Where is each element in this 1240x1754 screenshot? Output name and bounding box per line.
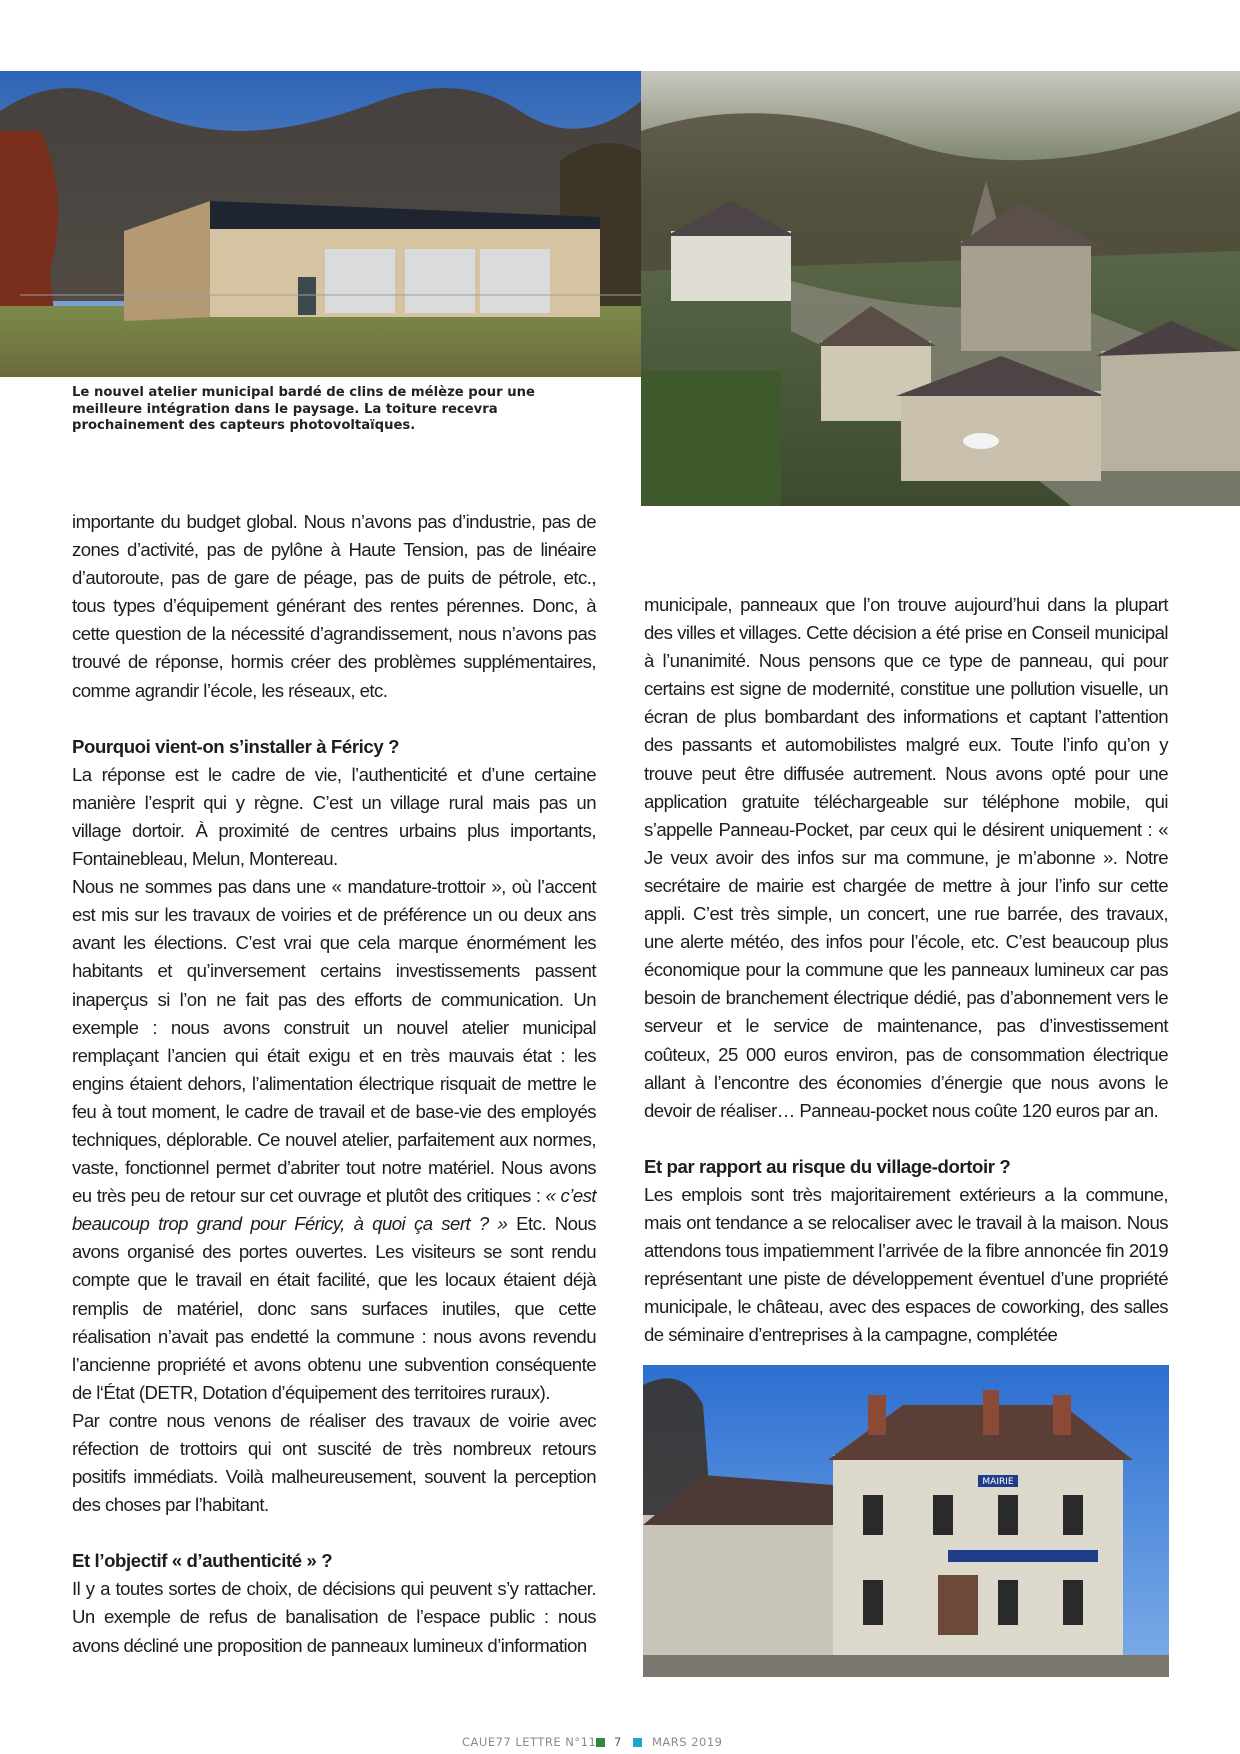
paragraph-text: Nous ne sommes pas dans une « mandature-trottoir », où l’accent est mis sur les travaux de voiries et de préférence un ou deux ans avant les élections. C’est vrai que cela marque énormément les habitants et qu’inversement certains investissements passent inaperçus si l’on ne fait pas des efforts de communication. Un exemple : nous avons construit un nouvel atelier municipal remplaçant l’ancien qui était exigu et en très mauvais état : les engins étaient dehors, l’alimentation électrique risquait de mettre le feu à tout moment, le cadre de travail et de base-vie des employés techniques, déplorable. Ce nouvel atelier, parfaitement aux normes, vaste, fonctionnel permet d’abriter tout notre matériel. Nous avons eu très peu de retour sur cet ouvrage et plutôt des critiques :: [72, 876, 596, 1207]
green-square-icon: [596, 1738, 605, 1747]
aerial-village-photo: [641, 71, 1240, 506]
mairie-sign: MAIRIE: [982, 1477, 1014, 1487]
publication-date: MARS 2019: [652, 1735, 723, 1749]
section-heading: Pourquoi vient-on s’installer à Féricy ?: [72, 735, 400, 757]
workshop-photo: [0, 71, 641, 377]
article-column-right: [644, 591, 1168, 1349]
blue-square-icon: [633, 1738, 642, 1747]
page-number: 7: [614, 1735, 622, 1749]
paragraph: La réponse est le cadre de vie, l’authenticité et d’une certaine manière l’esprit qui y règne. C’est un village rural mais pas un village dortoir. À proximité de centres urbains plus importants, Fontainebleau, Melun, Montereau.: [72, 763, 596, 870]
paragraph: importante du budget global. Nous n’avons pas d’industrie, pas de zones d’activité, pas de pylône à Haute Tension, pas de linéaire d’autoroute, pas de gare de péage, pas de puits de pétrole, etc., tous types d’équipement générant des rentes pérennes. Donc, à cette question de la nécessité d’agrandissement, nous n’avons pas trouvé de réponse, hormis créer des problèmes supplémentaires, comme agrandir l’école, les réseaux, etc.: [72, 511, 596, 701]
paragraph: Par contre nous venons de réaliser des travaux de voirie avec réfection de trottoirs qui ont suscité de très nombreux retours positifs immédiats. Voilà malheureusement, souvent la perception des choses par l’habitant.: [72, 1409, 596, 1516]
paragraph: [72, 873, 596, 1407]
paragraph: municipale, panneaux que l’on trouve aujourd’hui dans la plupart des villes et villages. Cette décision a été prise en Conseil municipal à l’unanimité. Nous pensons que ce type de panneau, qui pour certains est signe de modernité, constitue une pollution visuelle, un écran de plus bombardant des informations et captant l’attention des passants et automobilistes malgré eux. Toute l’info qu’on y trouve peut être diffusée autrement. Nous avons opté pour une application gratuite téléchargeable sur téléphone mobile, qui s’appelle Panneau-Pocket, par ceux qui le désirent uniquement : « Je veux avoir des infos sur ma commune, je m’abonne ». Notre secrétaire de mairie est chargée de mettre à jour l’info sur cette appli. C’est très simple, un concert, une rue barrée, des travaux, une alerte météo, des infos pour l’école, etc. C’est beaucoup plus économique pour la commune que les panneaux lumineux car pas besoin de branchement électrique dédié, pas d’abonnement vers le serveur et le service de maintenance, pas d’investissement coûteux, 25 000 euros environ, pas de consommation électrique allant à l’encontre des économies d’énergie que nous avons le devoir de réaliser… Panneau-pocket nous coûte 120 euros par an.: [644, 594, 1168, 1121]
quote: « c’est beaucoup trop grand pour Féricy, à quoi ça sert ? »: [72, 1185, 596, 1235]
mairie-photo: [643, 1365, 1169, 1677]
article-column-left: [72, 508, 596, 1660]
photo-caption: Le nouvel atelier municipal bardé de clins de mélèze pour une meilleure intégration dans le paysage. La toiture recevra prochainement des capteurs photovoltaïques.: [72, 385, 535, 433]
section-heading: Et par rapport au risque du village-dortoir ?: [644, 1155, 1011, 1177]
page-footer: [0, 1735, 1240, 1751]
paragraph: Les emplois sont très majoritairement extérieurs a la commune, mais ont tendance a se relocaliser avec le travail à la maison. Nous attendons tous impatiemment l’arrivée de la fibre annoncée fin 2019 représentant une piste de développement éventuel d’une propriété municipale, le château, avec des espaces de coworking, des salles de séminaire d’entreprises à la campagne, complétée: [644, 1183, 1168, 1346]
paragraph-text: Etc. Nous avons organisé des portes ouvertes. Les visiteurs se sont rendu compte que le travail en était facilité, que les locaux étaient déjà remplis de matériel, donc sans surfaces inutiles, que cette réalisation n’avait pas endetté la commune : nous avons revendu l’ancienne propriété et avons obtenu une subvention conséquente de l‘État (DETR, Dotation d’équipement des territoires ruraux).: [72, 1213, 596, 1403]
publication-name: CAUE77 LETTRE N°11: [462, 1735, 597, 1749]
section-heading: Et l’objectif « d’authenticité » ?: [72, 1550, 333, 1572]
paragraph: Il y a toutes sortes de choix, de décisions qui peuvent s’y rattacher. Un exemple de refus de banalisation de l’espace public : nous avons décliné une proposition de panneaux lumineux d’information: [72, 1578, 596, 1656]
